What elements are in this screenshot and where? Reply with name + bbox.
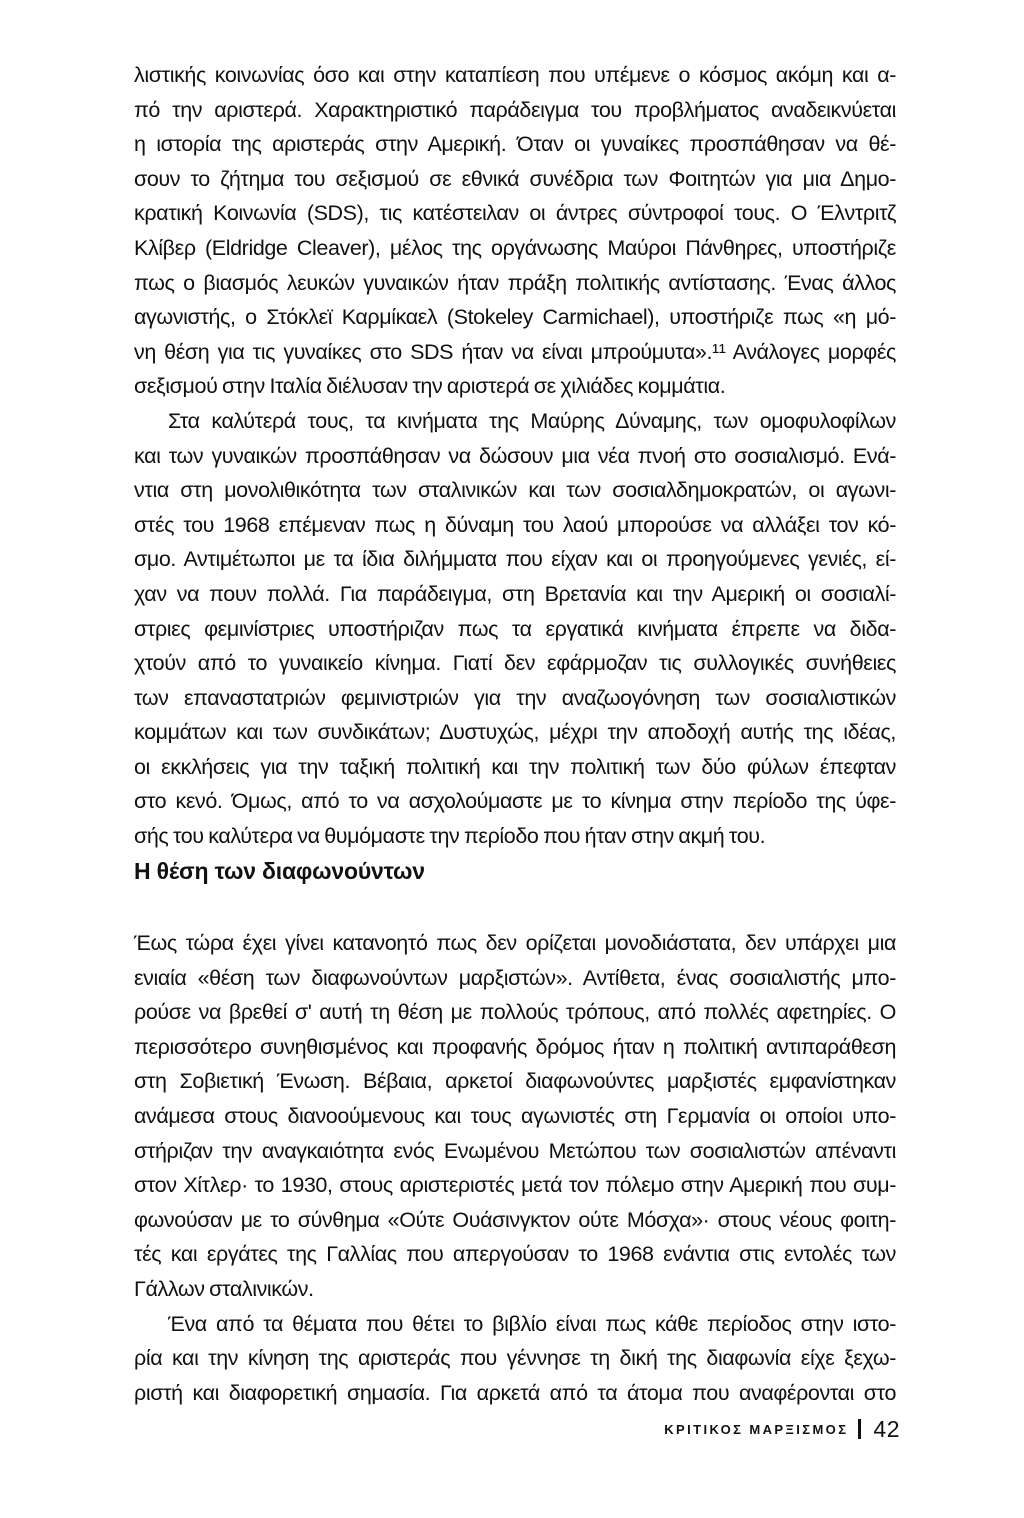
text-line: σεξισμού στην Ιταλία διέλυσαν την αριστερά σε χιλιάδες κομμάτια. [134, 374, 726, 399]
text-line: σουν το ζήτημα του σεξισμού σε εθνικά συνέδρια των Φοιτητών για μια Δημο- [134, 166, 896, 191]
text-line: στές του 1968 επέμεναν πως η δύναμη του λαού μπορούσε να αλλάξει τον κό- [134, 512, 896, 537]
text-line: στο κενό. Όμως, από το να ασχολούμαστε με το κίνημα στην περίοδο της ύφε- [134, 789, 896, 814]
text-line: ενιαία «θέση των διαφωνούντων μαρξιστών». Αντίθετα, ένας σοσιαλιστής μπο- [134, 965, 896, 990]
text-line: Ένα από τα θέματα που θέτει το βιβλίο είναι πως κάθε περίοδος στην ιστο- [168, 1311, 896, 1336]
text-line: των επαναστατριών φεμινιστριών για την αναζωογόνηση των σοσιαλιστικών [134, 685, 896, 710]
text-line: πό την αριστερά. Χαρακτηριστικό παράδειγμα του προβλήματος αναδεικνύεται [134, 97, 896, 122]
text-line: χτούν από το γυναικείο κίνημα. Γιατί δεν εφάρμοζαν τις συλλογικές συνήθειες [134, 651, 896, 676]
text-line: νη θέση για τις γυναίκες στο SDS ήταν να είναι μπρούμυτα».¹¹ Ανάλογες μορφές [134, 339, 896, 364]
paragraph-2-1 [134, 926, 896, 1307]
text-line: σμο. Αντιμέτωποι με τα ίδια διλήμματα που είχαν και οι προηγούμενες γενιές, εί- [134, 547, 896, 572]
text-section-2 [134, 926, 896, 1410]
text-line: Κλίβερ (Eldridge Cleaver), μέλος της οργάνωσης Μαύροι Πάνθηρες, υποστήριζε [134, 235, 896, 260]
text-line: κρατική Κοινωνία (SDS), τις κατέστειλαν οι άντρες σύντροφοί τους. Ο Έλντριτζ [134, 201, 896, 226]
text-line: χαν να πουν πολλά. Για παράδειγμα, στη Βρετανία και την Αμερική οι σοσιαλί- [134, 581, 896, 606]
text-line: ριστή και διαφορετική σημασία. Για αρκετά από τα άτομα που αναφέρονται στο [134, 1380, 896, 1405]
page-number: 42 [873, 1415, 900, 1442]
text-line: οι εκκλήσεις για την ταξική πολιτική και την πολιτική των δύο φύλων έπεφταν [134, 754, 896, 779]
text-line: στριες φεμινίστριες υποστήριζαν πως τα εργατικά κινήματα έπρεπε να διδα- [134, 616, 896, 641]
text-line: περισσότερο συνηθισμένος και προφανής δρόμος ήταν η πολιτική αντιπαράθεση [134, 1034, 896, 1059]
text-line: ανάμεσα στους διανοούμενους και τους αγωνιστές στη Γερμανία οι οποίοι υπο- [134, 1103, 896, 1128]
footer-separator [858, 1419, 861, 1439]
text-line: τές και εργάτες της Γαλλίας που απεργούσαν το 1968 ενάντια στις εντολές των [134, 1242, 896, 1267]
text-section-1 [134, 58, 896, 854]
text-line: πως ο βιασμός λευκών γυναικών ήταν πράξη πολιτικής αντίστασης. Ένας άλλος [134, 270, 896, 295]
running-title: ΚΡΙΤΙΚΟΣ ΜΑΡΞΙΣΜΟΣ [664, 1421, 849, 1437]
text-line: στον Χίτλερ· το 1930, στους αριστεριστές μετά τον πόλεμο στην Αμερική που συμ- [134, 1173, 896, 1198]
text-line: Έως τώρα έχει γίνει κατανοητό πως δεν ορίζεται μονοδιάστατα, δεν υπάρχει μια [134, 931, 896, 955]
text-line: σής του καλύτερα να θυμόμαστε την περίοδο που ήταν στην ακμή του. [134, 824, 766, 849]
text-line: στήριζαν την αναγκαιότητα ενός Ενωμένου Μετώπου των σοσιαλιστών απέναντι [134, 1138, 896, 1163]
paragraph-2-2 [134, 1307, 896, 1411]
paragraph-1-2 [134, 404, 896, 854]
text-line: φωνούσαν με το σύνθημα «Ούτε Ουάσινγκτον ούτε Μόσχα»· στους νέους φοιτη- [134, 1207, 896, 1232]
text-line: λιστικής κοινωνίας όσο και στην καταπίεση που υπέμενε ο κόσμος ακόμη και α- [134, 63, 896, 87]
text-line: κομμάτων και των συνδικάτων; Δυστυχώς, μέχρι την αποδοχή αυτής της ιδέας, [134, 720, 896, 745]
text-line: ρία και την κίνηση της αριστεράς που γέννησε τη δική της διαφωνία είχε ξεχω- [134, 1346, 896, 1371]
text-line: ρούσε να βρεθεί σ' αυτή τη θέση με πολλούς τρόπους, από πολλές αφετηρίες. Ο [134, 1000, 896, 1025]
text-line: Στα καλύτερά τους, τα κινήματα της Μαύρης Δύναμης, των ομοφυλοφίλων [168, 408, 896, 433]
page-footer [620, 1414, 900, 1444]
text-line: αγωνιστής, ο Στόκλεϊ Καρμίκαελ (Stokeley Carmichael), υποστήριζε πως «η μό- [134, 305, 896, 330]
text-line: στη Σοβιετική Ένωση. Βέβαια, αρκετοί διαφωνούντες μαρξιστές εμφανίστηκαν [134, 1069, 896, 1094]
text-line: Γάλλων σταλινικών. [134, 1276, 314, 1301]
paragraph-1-1 [134, 58, 896, 404]
text-line: η ιστορία της αριστεράς στην Αμερική. Όταν οι γυναίκες προσπάθησαν να θέ- [134, 132, 896, 157]
text-line: ντια στη μονολιθικότητα των σταλινικών και των σοσιαλδημοκρατών, οι αγωνι- [134, 478, 896, 503]
text-line: και των γυναικών προσπάθησαν να δώσουν μια νέα πνοή στο σοσιαλισμό. Ενά- [134, 443, 896, 468]
section-heading: Η θέση των διαφωνούντων [134, 858, 425, 884]
